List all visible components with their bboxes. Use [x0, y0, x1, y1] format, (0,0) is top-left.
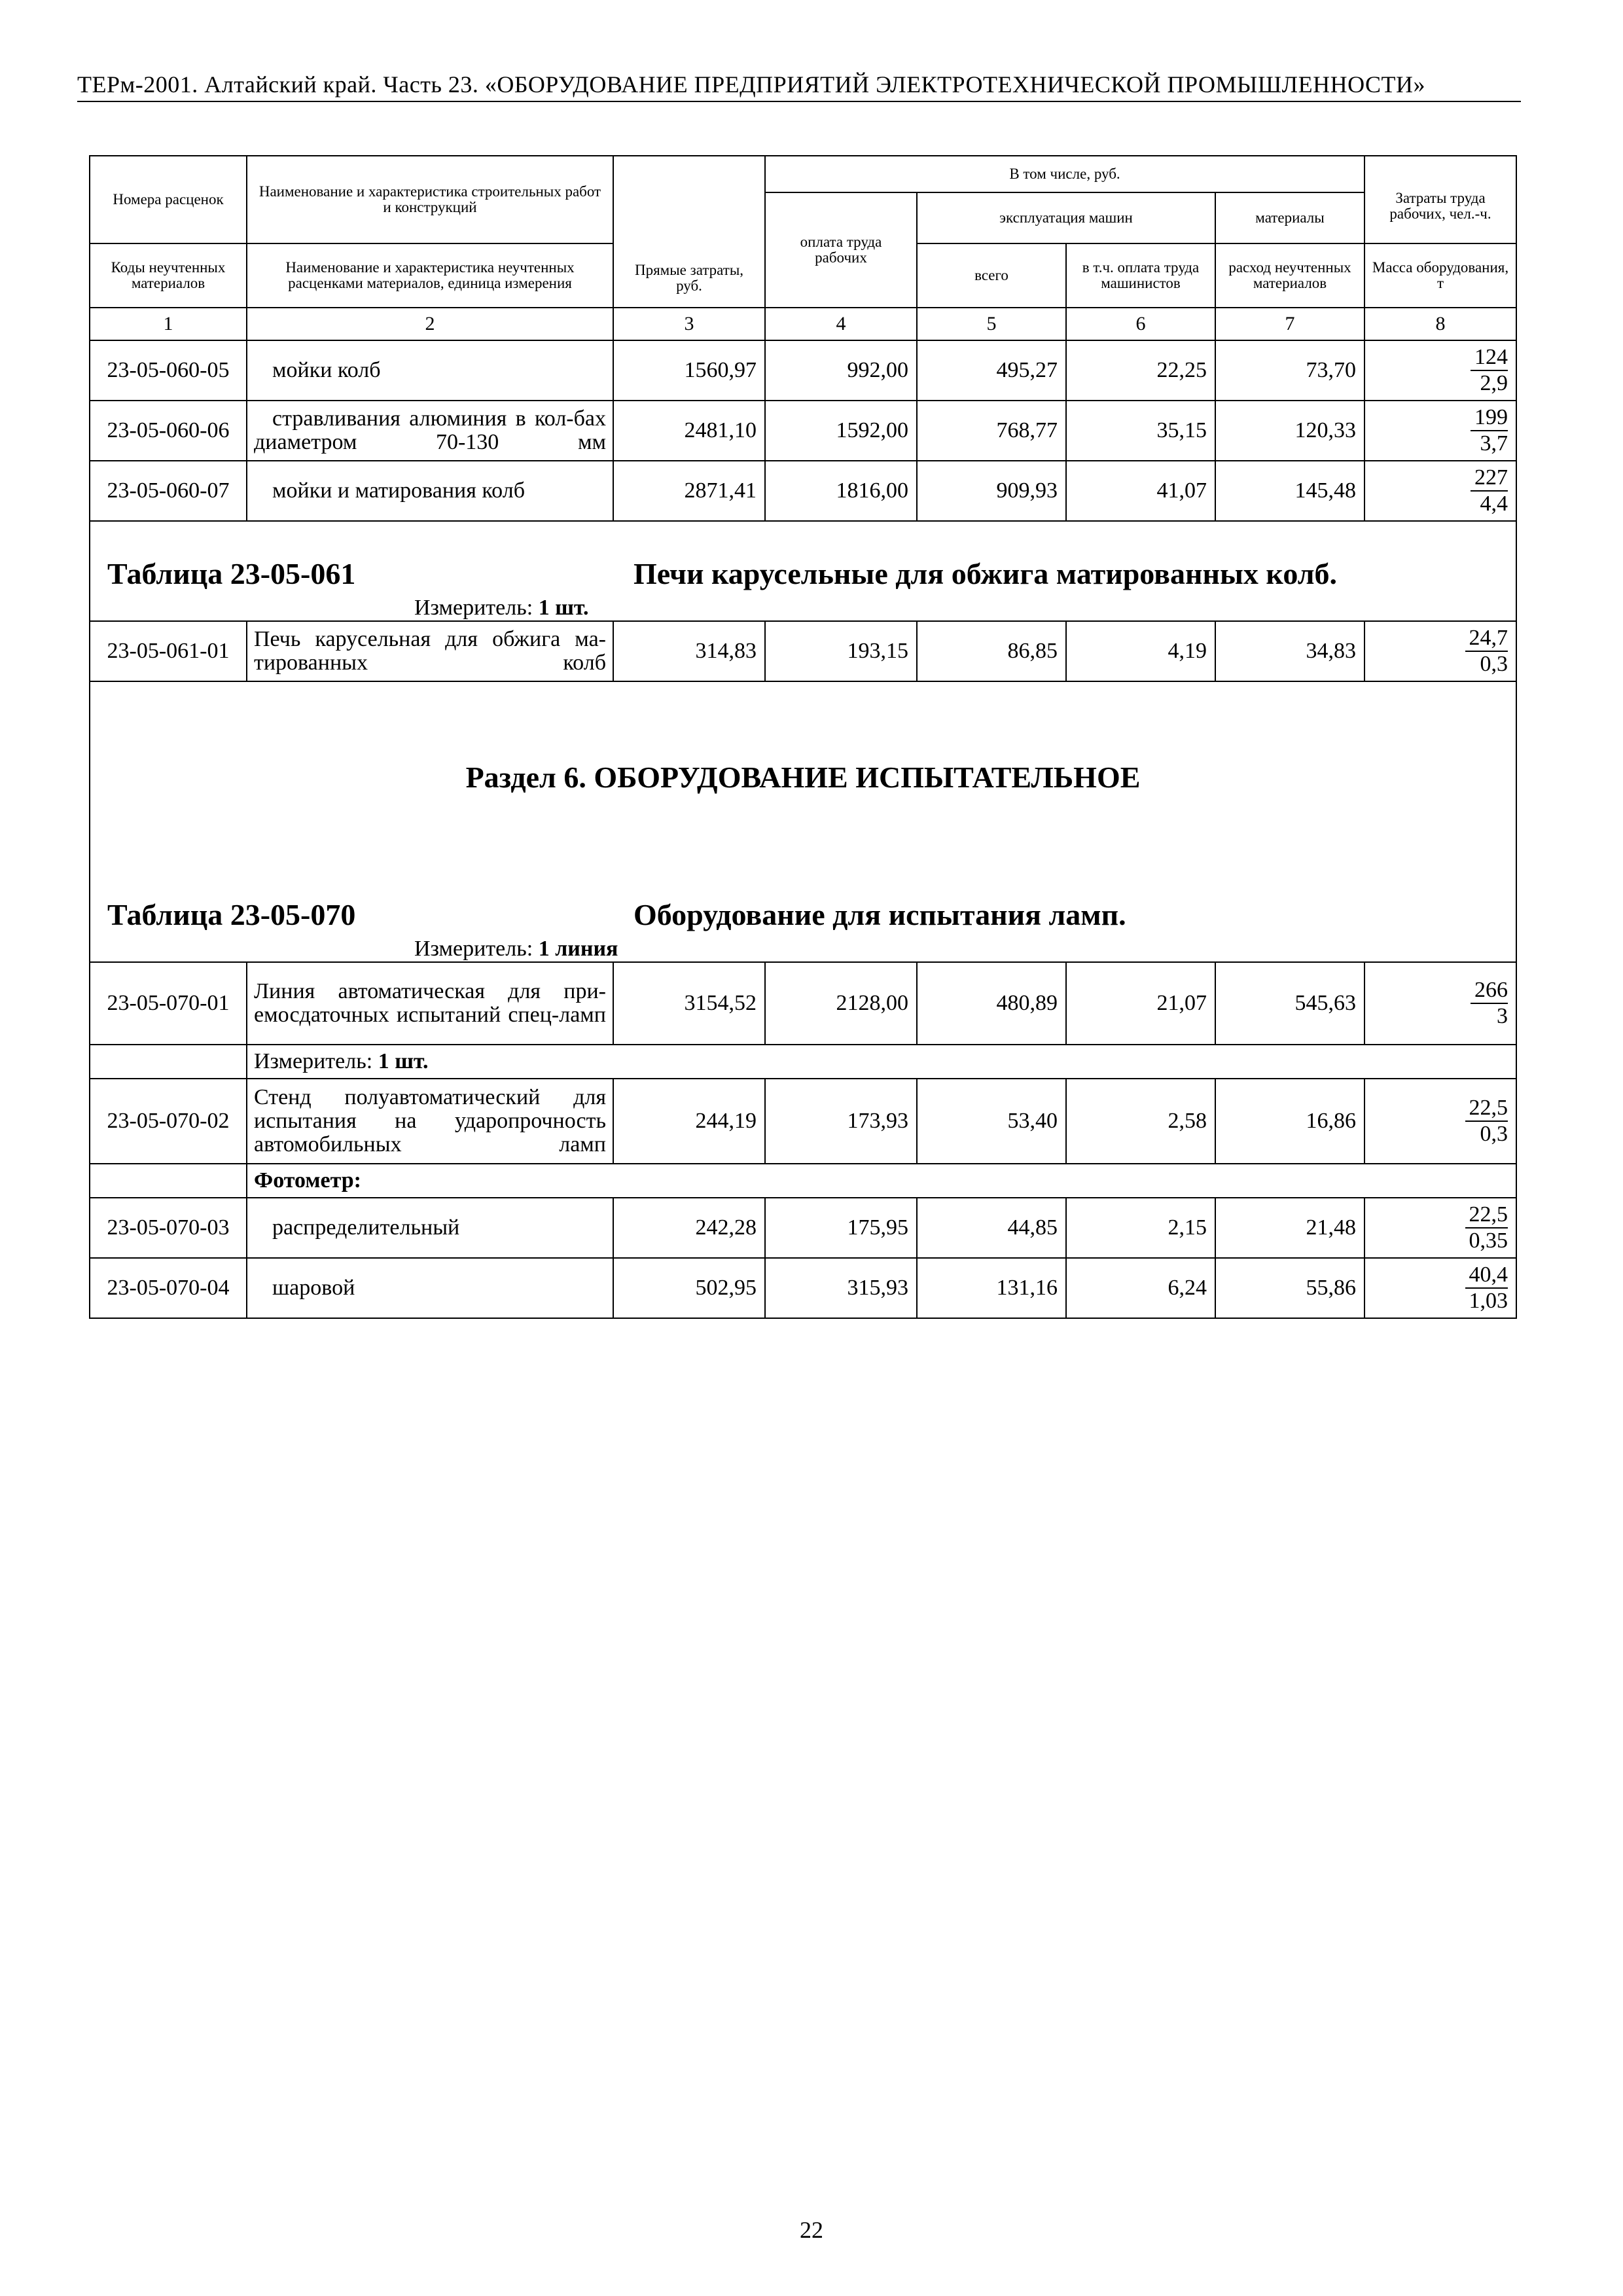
col2-bottom-header: Наименование и характеристика неучтенных расценками материалов, единица измерения	[247, 243, 613, 308]
wages: 1592,00	[765, 401, 917, 461]
labor-value: 199	[1471, 405, 1508, 431]
measure-row	[90, 595, 1516, 621]
machines-cost: 86,85	[917, 621, 1066, 681]
machines-cost: 909,93	[917, 461, 1066, 521]
labor-mass	[1364, 461, 1516, 521]
measure-value: 1 шт.	[378, 1049, 429, 1073]
section-row	[90, 681, 1516, 859]
direct-cost: 1560,97	[613, 340, 765, 401]
rate-code: 23-05-070-02	[90, 1079, 247, 1164]
table-row	[90, 621, 1516, 681]
measure-value: 1 линия	[538, 936, 618, 961]
direct-cost: 242,28	[613, 1198, 765, 1258]
group-label: Фотометр:	[247, 1164, 1516, 1198]
labor-value: 22,5	[1465, 1202, 1508, 1229]
materials-cost: 145,48	[1215, 461, 1364, 521]
wages: 175,95	[765, 1198, 917, 1258]
materials-cost: 73,70	[1215, 340, 1364, 401]
col-number: 4	[765, 308, 917, 340]
direct-cost: 244,19	[613, 1079, 765, 1164]
col-number: 5	[917, 308, 1066, 340]
drivers-wages: 2,58	[1066, 1079, 1215, 1164]
col-number: 6	[1066, 308, 1215, 340]
labor-value: 22,5	[1465, 1096, 1508, 1122]
col5-header: всего	[917, 243, 1066, 308]
machines-cost: 53,40	[917, 1079, 1066, 1164]
rate-name: Печь карусельная для обжига ма-тированных колб	[247, 621, 613, 681]
wages: 193,15	[765, 621, 917, 681]
col1-bottom-header: Коды неучтенных материалов	[90, 243, 247, 308]
mass-value: 0,35	[1469, 1229, 1508, 1253]
materials-cost: 21,48	[1215, 1198, 1364, 1258]
wages: 992,00	[765, 340, 917, 401]
col3-header: Прямые затраты, руб.	[613, 156, 765, 308]
col4-header: оплата труда рабочих	[765, 192, 917, 308]
mass-value: 0,3	[1480, 1122, 1508, 1146]
col2-top-header: Наименование и характеристика строительных работ и конструкций	[247, 156, 613, 243]
direct-cost: 502,95	[613, 1258, 765, 1318]
measure-unit	[247, 1045, 1516, 1079]
machines-cost: 768,77	[917, 401, 1066, 461]
machines-cost: 495,27	[917, 340, 1066, 401]
table-title: Оборудование для испытания ламп.	[633, 898, 1126, 931]
measure-row	[90, 1045, 1516, 1079]
materials-cost: 55,86	[1215, 1258, 1364, 1318]
materials-cost: 120,33	[1215, 401, 1364, 461]
group-row	[90, 1164, 1516, 1198]
rate-name: Стенд полуавтоматический для испытания на ударопрочность автомобильных ламп	[247, 1079, 613, 1164]
col7-bottom-header: расход неучтенных материалов	[1215, 243, 1364, 308]
rate-name: мойки и матирования колб	[247, 461, 613, 521]
machines-cost: 44,85	[917, 1198, 1066, 1258]
rate-code: 23-05-070-01	[90, 962, 247, 1045]
rate-code: 23-05-060-06	[90, 401, 247, 461]
drivers-wages: 4,19	[1066, 621, 1215, 681]
mass-value: 3	[1497, 1004, 1508, 1028]
labor-mass	[1364, 340, 1516, 401]
page-header: ТЕРм-2001. Алтайский край. Часть 23. «ОБОРУДОВАНИЕ ПРЕДПРИЯТИЙ ЭЛЕКТРОТЕХНИЧЕСКОЙ ПРОМЫШЛЕННОСТИ»	[77, 71, 1521, 102]
measure-value: 1 шт.	[538, 595, 589, 620]
labor-value: 40,4	[1465, 1263, 1508, 1289]
col8-bottom-header: Масса оборудования, т	[1364, 243, 1516, 308]
drivers-wages: 2,15	[1066, 1198, 1215, 1258]
col-number: 7	[1215, 308, 1364, 340]
measure-row	[90, 936, 1516, 962]
wages: 173,93	[765, 1079, 917, 1164]
page-number: 22	[800, 2217, 823, 2243]
direct-cost: 314,83	[613, 621, 765, 681]
rate-name: мойки колб	[247, 340, 613, 401]
table-row	[90, 1258, 1516, 1318]
machines-cost: 480,89	[917, 962, 1066, 1045]
rate-code: 23-05-060-05	[90, 340, 247, 401]
labor-mass	[1364, 1258, 1516, 1318]
rate-name: Линия автоматическая для при-емосдаточных испытаний спец-ламп	[247, 962, 613, 1045]
drivers-wages: 21,07	[1066, 962, 1215, 1045]
col7-top-header: материалы	[1215, 192, 1364, 243]
col-number: 3	[613, 308, 765, 340]
labor-mass	[1364, 621, 1516, 681]
measure-unit	[247, 595, 1516, 621]
rate-name: распределительный	[247, 1198, 613, 1258]
table-row	[90, 340, 1516, 401]
mass-value: 0,3	[1480, 652, 1508, 676]
col-number: 8	[1364, 308, 1516, 340]
col-number: 1	[90, 308, 247, 340]
drivers-wages: 6,24	[1066, 1258, 1215, 1318]
mass-value: 4,4	[1480, 492, 1508, 516]
mass-value: 1,03	[1469, 1289, 1508, 1313]
rates-table	[89, 155, 1517, 1319]
wages: 315,93	[765, 1258, 917, 1318]
labor-mass	[1364, 1198, 1516, 1258]
col-number: 2	[247, 308, 613, 340]
section-title: Раздел 6. ОБОРУДОВАНИЕ ИСПЫТАТЕЛЬНОЕ	[90, 681, 1516, 859]
direct-cost: 3154,52	[613, 962, 765, 1045]
table-row	[90, 401, 1516, 461]
machines-header: эксплуатация машин	[917, 192, 1215, 243]
labor-value: 124	[1471, 345, 1508, 371]
direct-cost: 2871,41	[613, 461, 765, 521]
col1-top-header: Номера расценок	[90, 156, 247, 243]
col6-header: в т.ч. оплата труда машинистов	[1066, 243, 1215, 308]
materials-cost: 545,63	[1215, 962, 1364, 1045]
measure-unit	[247, 936, 1516, 962]
table-row	[90, 461, 1516, 521]
column-numbers-row	[90, 308, 1516, 340]
table-row	[90, 962, 1516, 1045]
table-title: Печи карусельные для обжига матированных колб.	[633, 557, 1338, 590]
rate-code: 23-05-070-04	[90, 1258, 247, 1318]
mass-value: 3,7	[1480, 431, 1508, 456]
drivers-wages: 41,07	[1066, 461, 1215, 521]
measure-label: Измеритель:	[414, 595, 533, 620]
labor-mass	[1364, 962, 1516, 1045]
drivers-wages: 22,25	[1066, 340, 1215, 401]
table-row	[90, 1198, 1516, 1258]
labor-mass	[1364, 1079, 1516, 1164]
materials-cost: 34,83	[1215, 621, 1364, 681]
table-header-row-1	[90, 156, 1516, 192]
rate-code: 23-05-060-07	[90, 461, 247, 521]
table-label: Таблица 23-05-061	[107, 557, 356, 590]
table-row	[90, 1079, 1516, 1164]
rate-code: 23-05-061-01	[90, 621, 247, 681]
measure-label: Измеритель:	[254, 1049, 373, 1073]
machines-cost: 131,16	[917, 1258, 1066, 1318]
mass-value: 2,9	[1480, 371, 1508, 395]
rate-name: шаровой	[247, 1258, 613, 1318]
direct-cost: 2481,10	[613, 401, 765, 461]
materials-cost: 16,86	[1215, 1079, 1364, 1164]
wages: 1816,00	[765, 461, 917, 521]
labor-value: 227	[1471, 465, 1508, 492]
table-label: Таблица 23-05-070	[107, 898, 356, 931]
wages: 2128,00	[765, 962, 917, 1045]
labor-mass	[1364, 401, 1516, 461]
labor-value: 24,7	[1465, 626, 1508, 652]
col8-top-header: Затраты труда рабочих, чел.-ч.	[1364, 156, 1516, 243]
drivers-wages: 35,15	[1066, 401, 1215, 461]
table-title-row	[90, 521, 1516, 595]
rate-code: 23-05-070-03	[90, 1198, 247, 1258]
table-title-row	[90, 859, 1516, 936]
including-header: В том числе, руб.	[765, 156, 1364, 192]
measure-label: Измеритель:	[414, 936, 533, 961]
labor-value: 266	[1471, 978, 1508, 1004]
rate-name: стравливания алюминия в кол-бах диаметром 70-130 мм	[247, 401, 613, 461]
